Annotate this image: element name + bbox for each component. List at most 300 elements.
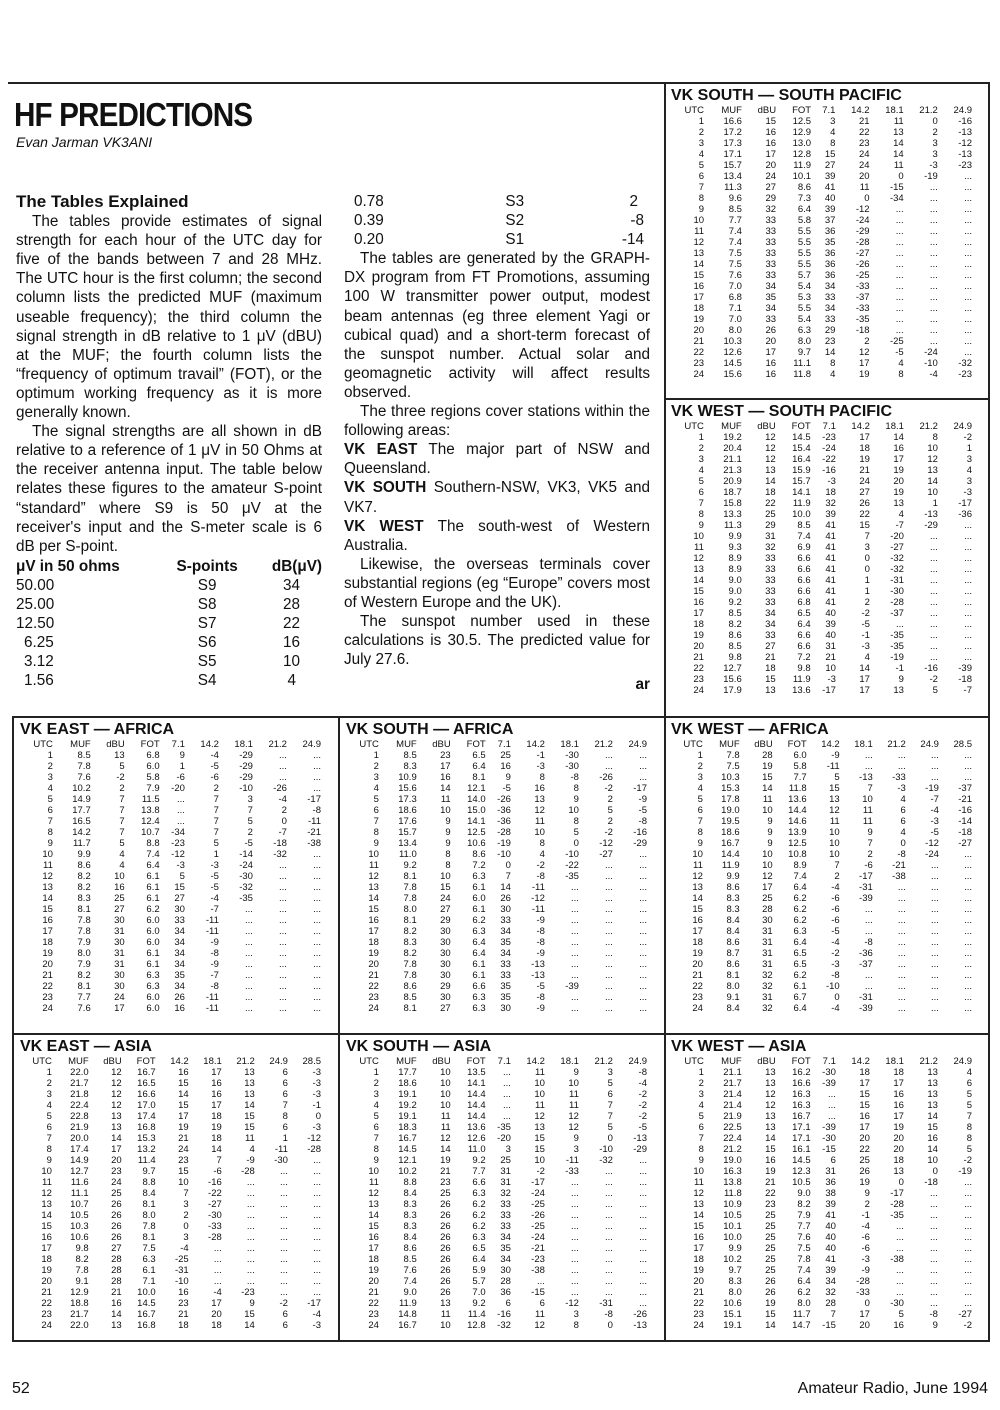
table-cell: ... (313, 849, 321, 860)
table-cell: ... (930, 904, 939, 915)
table-cell: ... (896, 1232, 904, 1243)
table-cell: 34 (174, 948, 185, 959)
table-cell: ... (313, 893, 321, 904)
table-cell: 6.2 (793, 915, 807, 926)
table-cell: 18 (178, 1320, 189, 1331)
table-title: VK EAST — AFRICA (20, 721, 175, 738)
table-cell: 19 (893, 1122, 904, 1133)
table-cell: 31 (114, 959, 125, 970)
table-cell: 15 (42, 904, 53, 915)
table-cell: 7 (216, 1155, 222, 1166)
table-cell: 6.6 (472, 1177, 486, 1188)
table-cell: 3 (698, 454, 704, 465)
table-cell: 9.9 (77, 849, 91, 860)
column-header: FOT (787, 739, 807, 750)
table-cell: -8 (638, 816, 647, 827)
table-cell: ... (930, 553, 938, 564)
table-panel-south-asia (343, 1038, 661, 1331)
table-cell: 32 (762, 981, 773, 992)
table-cell: -36 (497, 816, 511, 827)
table-cell: 15 (859, 520, 870, 531)
table-cell: ... (639, 772, 647, 783)
column-header: 7.1 (822, 1056, 836, 1067)
table-cell: -31 (599, 1298, 613, 1309)
table-row (17, 915, 321, 926)
table-cell: 18.3 (398, 1122, 417, 1133)
table-cell: 13 (693, 564, 704, 575)
table-cell: 11.9 (793, 160, 812, 171)
table-cell: 21.3 (723, 465, 742, 476)
table-cell: ... (571, 992, 579, 1003)
table-title: VK WEST — SOUTH PACIFIC (671, 403, 893, 420)
table-row (668, 443, 972, 454)
paragraph-4: The three regions cover stations within the following areas: (344, 403, 650, 440)
table-cell: 8 (698, 193, 705, 204)
table-cell: 7.2 (472, 860, 486, 871)
table-cell: ... (279, 1254, 288, 1265)
table-row (17, 1265, 321, 1276)
table-cell: 21.4 (723, 1089, 742, 1100)
table-cell: -10 (599, 1144, 613, 1155)
table-cell: 7 (373, 1133, 379, 1144)
table-row (343, 1199, 647, 1210)
table-cell: ... (964, 281, 972, 292)
table-cell: -9 (536, 948, 545, 959)
table-row (668, 860, 972, 871)
table-cell: ... (279, 772, 287, 783)
table-row (668, 171, 972, 182)
table-cell: ... (605, 1221, 613, 1232)
table-cell: 16.6 (792, 1078, 811, 1089)
table-cell: ... (245, 959, 253, 970)
table-cell: ... (605, 1243, 613, 1254)
table-cell: 13 (927, 1089, 938, 1100)
table-cell: -22 (822, 454, 836, 465)
table-cell: 18 (825, 487, 836, 498)
table-row (17, 794, 321, 805)
table-cell: 6.3 (472, 871, 486, 882)
table-cell: 22 (42, 981, 53, 992)
table-row (668, 970, 972, 981)
table-row (668, 454, 972, 465)
table-cell: 6.0 (472, 893, 486, 904)
table-cell: 1 (698, 116, 705, 127)
table-row (17, 1287, 321, 1298)
table-cell: -26 (855, 259, 870, 270)
table-cell: 11 (862, 816, 873, 827)
table-cell: 33 (765, 226, 777, 237)
table-cell: ... (639, 904, 647, 915)
table-cell: 14.2 (72, 827, 91, 838)
table-cell: 12.3 (792, 1166, 811, 1177)
table-cell: 39 (825, 509, 836, 520)
table-cell: -23 (531, 1254, 545, 1265)
table-cell: 5 (607, 1122, 613, 1133)
table-cell: 6 (282, 1067, 288, 1078)
table-cell: 7.6 (728, 270, 742, 281)
table-cell: 3 (573, 1309, 579, 1320)
table-row (668, 193, 972, 204)
table-cell: ... (571, 915, 579, 926)
column-header: UTC (684, 105, 705, 116)
table-cell: -7 (278, 827, 287, 838)
table-cell: ... (897, 948, 906, 959)
table-cell: 17.9 (723, 685, 742, 696)
table-cell: 21.8 (70, 1089, 89, 1100)
table-cell: 25 (765, 1232, 776, 1243)
table-cell: 9 (179, 750, 185, 761)
table-cell: ... (279, 1003, 287, 1014)
table-cell: -2 (831, 948, 840, 959)
table-row (668, 553, 972, 564)
table-cell: 13 (693, 248, 705, 259)
table-cell: 11 (440, 1122, 451, 1133)
column-header: FOT (792, 105, 812, 116)
table-row (343, 1243, 647, 1254)
table-row (343, 1265, 647, 1276)
table-cell: -9 (536, 1003, 545, 1014)
table-cell: 10 (927, 1155, 938, 1166)
table-cell: 8.1 (403, 1003, 417, 1014)
table-cell: 9.0 (728, 586, 742, 597)
table-cell: 8.6 (728, 630, 742, 641)
table-cell: 20 (859, 171, 870, 182)
table-cell: 31 (762, 948, 773, 959)
table-cell: 8.0 (797, 1298, 811, 1309)
table-cell: 17 (762, 882, 773, 893)
table-cell: -17 (890, 1188, 904, 1199)
table-cell: ... (313, 1177, 321, 1188)
table-cell: 8.6 (403, 981, 417, 992)
table-cell: 15 (692, 904, 703, 915)
table-cell: 7.8 (75, 1265, 89, 1276)
table-cell: -13 (958, 127, 972, 138)
table-cell: 11 (369, 1177, 379, 1188)
table-cell: ... (571, 1287, 579, 1298)
table-cell: ... (964, 248, 972, 259)
table-cell: -35 (855, 314, 870, 325)
table-cell: 8.2 (403, 948, 417, 959)
table-cell: -3 (827, 674, 836, 685)
table-cell: 1 (698, 432, 704, 443)
table-row (668, 948, 972, 959)
table-cell: -17 (531, 1177, 545, 1188)
table-cell: 19 (762, 761, 773, 772)
table-cell: 7.0 (472, 1287, 486, 1298)
table-cell: -22 (208, 1188, 222, 1199)
table-cell: 8.5 (797, 520, 811, 531)
table-cell: 31 (825, 641, 836, 652)
table-cell: 8.5 (77, 750, 91, 761)
table-cell: 10 (568, 805, 579, 816)
table-cell: 6.0 (146, 992, 160, 1003)
table-cell: ... (605, 893, 613, 904)
table-cell: 1 (47, 750, 53, 761)
table-cell: -8 (536, 992, 545, 1003)
table-cell: 7.8 (726, 750, 740, 761)
table-cell: 16 (893, 1100, 904, 1111)
table-cell: -34 (171, 827, 185, 838)
table-cell: -33 (855, 303, 870, 314)
table-cell: 6 (282, 1320, 288, 1331)
table-cell: 14 (41, 1210, 52, 1221)
table-cell: -38 (890, 1254, 904, 1265)
table-cell: 6 (698, 1122, 704, 1133)
table-cell: 10.9 (398, 772, 417, 783)
table-cell: 10.0 (723, 1232, 742, 1243)
table-cell: 14 (927, 1111, 938, 1122)
column-header: 7.1 (822, 105, 836, 116)
table-cell: 8.1 (77, 981, 91, 992)
table-cell: 15 (859, 1089, 870, 1100)
table-cell: 11 (440, 1309, 451, 1320)
table-cell: 12.1 (467, 783, 486, 794)
table-cell: 6.3 (146, 981, 160, 992)
table-cell: ... (929, 193, 938, 204)
table-cell: 13 (927, 1100, 938, 1111)
table-cell: 2 (281, 805, 287, 816)
table-cell: ... (571, 1232, 579, 1243)
table-cell: -38 (892, 871, 906, 882)
table-cell: 11.4 (137, 1155, 156, 1166)
table-cell: 20.9 (723, 476, 742, 487)
table-cell: -27 (890, 542, 904, 553)
table-cell: 4 (46, 1100, 52, 1111)
column-header: MUF (70, 739, 91, 750)
table-cell: 18.7 (723, 487, 742, 498)
table-cell: 12 (859, 347, 870, 358)
table-cell: ... (245, 992, 253, 1003)
table-cell: 11 (694, 226, 705, 237)
table-cell: -11 (531, 904, 545, 915)
table-cell: 10 (927, 443, 938, 454)
table-cell: 10.1 (792, 171, 812, 182)
table-cell: -12 (958, 138, 972, 149)
table-row (668, 663, 972, 674)
table-cell: 8.9 (793, 860, 807, 871)
table-cell: 40 (825, 1232, 836, 1243)
table-cell: -9 (210, 959, 219, 970)
table-row (668, 937, 972, 948)
table-cell: 6.5 (472, 1243, 486, 1254)
table-cell: 30 (440, 926, 451, 937)
table-row (668, 674, 972, 685)
table-cell: 8.9 (728, 553, 742, 564)
table-row (17, 948, 321, 959)
table-cell: 13.6 (788, 794, 807, 805)
table-cell: 5.8 (793, 761, 807, 772)
table-cell: 9.7 (797, 347, 812, 358)
column-header: FOT (791, 1056, 811, 1067)
table-row (668, 882, 972, 893)
table-cell: 1 (966, 443, 972, 454)
table-cell: ... (246, 1232, 255, 1243)
table-cell: -31 (174, 1265, 189, 1276)
table-cell: 12 (765, 454, 776, 465)
table-cell: 9 (505, 772, 511, 783)
column-header: 24.9 (953, 421, 972, 432)
table-cell: 2 (119, 783, 125, 794)
table-cell: 9 (445, 838, 451, 849)
table-cell: 14.4 (467, 1111, 486, 1122)
table-cell: ... (313, 926, 321, 937)
table-cell: ... (245, 970, 253, 981)
table-cell: 6.1 (472, 970, 486, 981)
table-cell: 16 (534, 783, 545, 794)
table-cell: 19 (893, 487, 904, 498)
table-cell: 9 (47, 838, 53, 849)
table-cell: 11 (440, 794, 451, 805)
table-cell: 6 (966, 1078, 972, 1089)
table-cell: 12 (111, 1089, 122, 1100)
table-cell: ... (964, 1254, 972, 1265)
table-cell: 6.0 (146, 937, 160, 948)
table-cell: 15.7 (723, 160, 742, 171)
table-cell: 9 (573, 794, 579, 805)
paragraph-2: The signal strengths are all shown in dB relative to a reference of 1 μV in 50 Ohms at the receiver antenna input. The table below relates these figures to the amateur S-point “standard” where S9 is 50 μV at the receiver's input and the S-meter scale is 6 dB per S-point. (16, 423, 322, 555)
table-row (17, 1177, 321, 1188)
table-cell: 26 (440, 1199, 451, 1210)
table-cell: 12 (42, 871, 53, 882)
table-cell: 39 (825, 619, 836, 630)
table-cell: -4 (312, 1309, 321, 1320)
table-cell: 3 (966, 476, 972, 487)
spoint-cell: 12.50 (16, 615, 55, 633)
table-row (668, 1003, 972, 1014)
table-cell: ... (279, 1276, 288, 1287)
table-cell: 10 (862, 794, 873, 805)
column-header: MUF (721, 421, 742, 432)
table-cell: 14 (927, 476, 938, 487)
table-cell: -29 (239, 772, 253, 783)
table-cell: 28 (111, 1265, 122, 1276)
table-cell: ... (246, 1221, 255, 1232)
table-cell: 15 (765, 116, 777, 127)
table-row (668, 281, 972, 292)
table-cell: 14 (692, 893, 703, 904)
table-cell: 15 (244, 1309, 255, 1320)
table-cell: 5.4 (797, 314, 812, 325)
table-cell: 15 (693, 1221, 704, 1232)
table-cell: 35 (500, 1243, 511, 1254)
table-cell: -16 (958, 116, 972, 127)
column-header: 21.2 (919, 105, 938, 116)
table-cell: 15 (693, 270, 705, 281)
table-cell: 18 (692, 937, 703, 948)
column-header: FOT (791, 421, 811, 432)
table-cell: 29 (824, 325, 836, 336)
table-cell: 34 (825, 1276, 836, 1287)
table-cell: -37 (958, 783, 972, 794)
table-row (668, 160, 972, 171)
table-cell: 4 (864, 652, 870, 663)
table-cell: 3 (183, 1232, 189, 1243)
table-cell: 34 (765, 281, 777, 292)
table-cell: ... (964, 347, 972, 358)
table-cell: 8.5 (728, 608, 742, 619)
paragraph-1: The tables provide estimates of signal strength for each hour of the UTC day for five of the bands between 7 and 28 MHz. The UTC hour is the first column; the second column lists the predicted MUF (maximum useable frequency); the third column the signal strength in dB relative to 1 μV (dBU) at the MUF; the fourth column lists the “frequency of optimum travail” (FOT), or the optimum working frequency as it is more generally known. (16, 213, 322, 422)
table-cell: 1 (373, 1067, 379, 1078)
table-cell: 2 (247, 827, 253, 838)
table-cell: -18 (958, 674, 972, 685)
table-cell: 9.9 (726, 871, 740, 882)
table-cell: 19 (765, 1166, 776, 1177)
table-cell: ... (897, 1003, 906, 1014)
table-cell: -22 (565, 860, 579, 871)
table-cell: ... (929, 215, 938, 226)
table-cell: 4 (898, 509, 904, 520)
table-cell: 14 (368, 893, 379, 904)
table-cell: 7.7 (793, 772, 807, 783)
table-cell: 8 (697, 827, 703, 838)
table-cell: 31 (762, 937, 773, 948)
table-row (343, 981, 647, 992)
table-cell: 7 (373, 816, 379, 827)
table-cell: 17 (859, 685, 870, 696)
table-cell: 19.1 (398, 1089, 417, 1100)
column-header: MUF (396, 1056, 417, 1067)
table-cell: 10.7 (141, 827, 160, 838)
table-cell: 8.4 (726, 926, 740, 937)
table-cell: 16 (178, 1067, 189, 1078)
table-cell: -12 (171, 849, 185, 860)
table-row (668, 926, 972, 937)
table-cell: 15 (178, 1100, 189, 1111)
column-header: UTC (32, 1056, 52, 1067)
table-cell: 5.8 (797, 215, 812, 226)
table-cell: -3 (312, 1067, 321, 1078)
table-cell: -8 (638, 1067, 647, 1078)
table-cell: -2 (536, 1166, 545, 1177)
table-cell: 17.4 (137, 1111, 156, 1122)
table-row (343, 772, 647, 783)
table-cell: ... (964, 948, 972, 959)
frame-line (12, 1340, 990, 1342)
table-cell: 16 (178, 1287, 189, 1298)
table-cell: 13.8 (141, 805, 160, 816)
table-cell: 2 (932, 127, 938, 138)
column-header: 18.1 (854, 739, 873, 750)
table-cell: -29 (633, 838, 647, 849)
table-cell: 14.8 (398, 1309, 417, 1320)
table-row (668, 915, 972, 926)
table-cell: 18 (42, 937, 53, 948)
table-cell: 12.6 (467, 1133, 486, 1144)
table-cell: 0 (932, 116, 938, 127)
table-cell: 9 (697, 838, 703, 849)
table-row (343, 1067, 647, 1078)
table-cell: -24 (239, 860, 253, 871)
prediction-table (668, 1056, 972, 1331)
table-row (668, 1298, 972, 1309)
spoint-cell: 0.20 (354, 231, 384, 249)
table-cell: 34 (174, 937, 185, 948)
table-cell: -18 (855, 325, 870, 336)
table-cell: 5 (697, 794, 703, 805)
table-cell: 14 (440, 783, 451, 794)
table-row (668, 750, 972, 761)
table-cell: 13 (244, 1067, 255, 1078)
table-cell: 8.5 (728, 641, 742, 652)
table-row (17, 959, 321, 970)
table-cell: ... (246, 1199, 255, 1210)
table-header-row (17, 1056, 321, 1067)
table-cell: 10 (534, 827, 545, 838)
table-cell: 9 (573, 1067, 579, 1078)
table-cell: 6 (697, 805, 703, 816)
table-cell: ... (605, 1232, 613, 1243)
table-cell: 6.6 (797, 575, 811, 586)
